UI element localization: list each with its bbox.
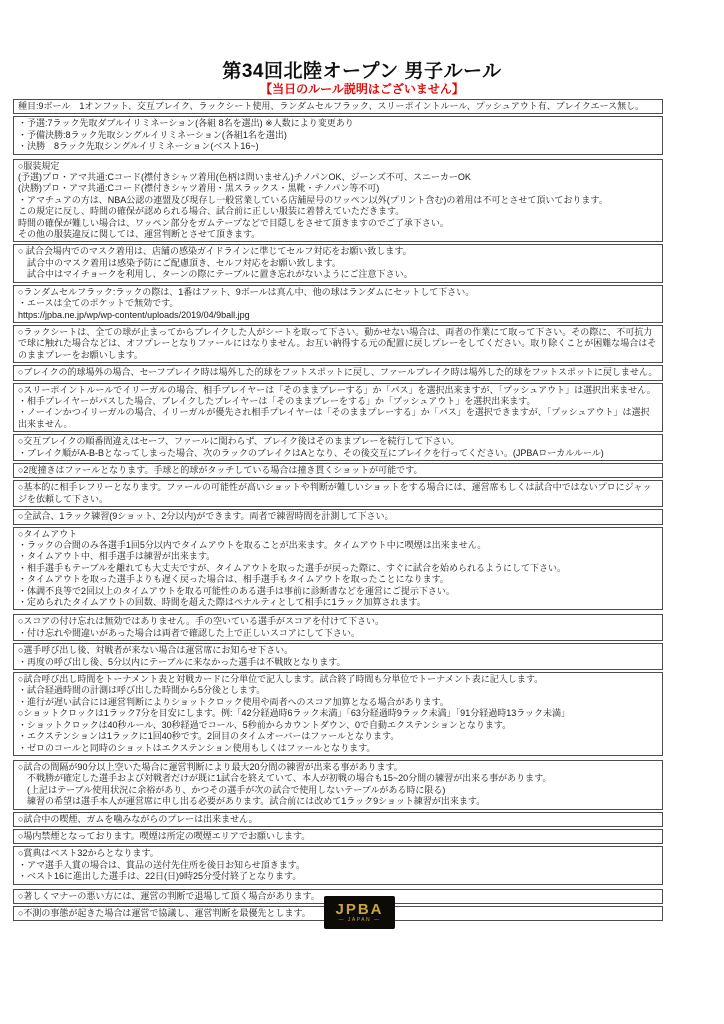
rule-line: ・進行が遅い試合には運営判断によりショットクロック使用や両者へのスコア加算となる場合があります。 xyxy=(18,696,449,707)
rule-line: 種目:9ボール 1オンフット、交互ブレイク、ラックシート使用、ランダムセルフラック、スリーポイントルール、プッシュアウト有、ブレイクエース無し。 xyxy=(18,101,645,111)
page-title: 第34回北陸オープン 男子ルール xyxy=(222,61,502,82)
rule-line: ・体調不良等で2回以上のタイムアウトを取る可能性のある選手は事前に診断書などを運営にご提示下さい。 xyxy=(18,585,455,596)
rule-box xyxy=(13,614,663,641)
rule-line: ・相手選手もテーブルを離れても大丈夫ですが、タイムアウトを取った選手が戻った際に、すぐに試合を始められるようにして下さい。 xyxy=(18,562,567,573)
rule-box xyxy=(13,325,663,363)
rule-line: ・エースは全てのポケットで無効です。 xyxy=(18,298,179,309)
rule-box xyxy=(13,846,663,884)
rule-line: ○交互ブレイクの順番間違えはセーフ、ファールに関わらず、ブレイク後はそのままプレーを続行して下さい。 xyxy=(18,436,460,447)
rule-line: (決勝)プロ・アマ共通:Cコード(襟付きシャツ着用・黒スラックス・黒靴・チノパン等不可) xyxy=(18,183,380,194)
rule-line: 不戦勝が確定した選手および対戦者だけが既に1試合を終えていて、本人が初戦の場合も15~20分間の練習が出来る事があります。 xyxy=(18,773,552,784)
rule-line: ○ブレイクの的球場外の場合、セーフブレイク時は場外した的球をフットスポットに戻し、ファールブレイク時は場外した的球をフットスポットに戻しません。 xyxy=(18,367,658,378)
rule-box xyxy=(13,812,663,827)
rule-line: ・ショットクロックは40秒ルール、30秒経過でコール、5秒前からカウントダウン、0で自動エクステンションとなります。 xyxy=(18,719,512,730)
rule-box xyxy=(13,285,663,323)
rule-box xyxy=(13,365,663,380)
rule-box xyxy=(13,760,663,810)
jpba-logo-brand: JPBA xyxy=(335,900,384,918)
rule-line: 試合中はマイチョークを利用し、ターンの際にテーブルに置き忘れがないようにご注意下さい。 xyxy=(18,269,413,280)
rule-box xyxy=(13,159,663,243)
rule-line: ・エクステンションは1ラックに1回40秒です。2回目のタイムオーバーはファールとなります。 xyxy=(18,731,400,742)
rule-box xyxy=(13,643,663,670)
jpba-logo xyxy=(324,896,395,929)
rule-line: ○ 試合会場内でのマスク着用は、店舗の感染ガイドラインに準じてセルフ対応をお願い致します。 xyxy=(18,246,412,257)
rule-line: ○2度撞きはファールとなります。手球と的球がタッチしている場合は撞き貫くショットが可能です。 xyxy=(18,464,423,475)
rule-box xyxy=(13,672,663,756)
rule-line: ・付け忘れや間違いがあった場合は両者で確認した上で正しいスコアにして下さい。 xyxy=(18,627,360,638)
rule-line: ○全試合、1ラック練習(9ショット、2分以内)ができます。両者で練習時間を計測して下さい。 xyxy=(18,511,394,522)
rule-line: ・予選:7ラック先取ダブルイリミネーション(各組 8名を選出) ※人数により変更あり xyxy=(18,118,354,129)
rule-line: (上記はテーブル使用状況に余裕があり、かつその選手が次の試合で使用しないテーブルがある時に限る) xyxy=(18,784,446,795)
event-notice: 【当日のルール説明はございません】 xyxy=(260,82,464,96)
rule-line: ・ゼロのコールと同時のショットはエクステンション使用もしくはファールとなります。 xyxy=(18,742,376,753)
rule-line: ・ブレイク順がA-B-Bとなってしまった場合、次のラックのブレイクはAとなり、その後交互にブレイクを行ってください。(JPBAローカルルール) xyxy=(18,447,604,458)
rule-box xyxy=(13,116,663,154)
rule-line: 試合中のマスク着用は感染予防にご配慮頂き、セルフ対応をお願い致します。 xyxy=(18,257,341,268)
rule-line: ・アマチュアの方は、NBA公認の連盟及び現存し一般営業している店舗屋号のワッペン以外(プリント含む)の着用は不可とさせて頂いております。 xyxy=(18,194,608,205)
rule-box xyxy=(13,509,663,524)
rule-box xyxy=(13,383,663,433)
rule-line: ・決勝 8ラック先取シングルイリミネーション(ベスト16~) xyxy=(18,141,259,152)
rule-line: ○基本的に相手レフリーとなります。ファールの可能性が高いショットや判断が難しいショットをする場合には、運営席もしくは試合中ではないプロにジャッジを依頼して下さい。 xyxy=(18,482,652,504)
rule-line: ○スリーポイントルールでイリーガルの場合、相手プレイヤーは「そのままプレーする」か「パス」を選択出来ますが、「プッシュアウト」は選択出来ません。 xyxy=(18,384,656,395)
rule-line: ・ノーインかつイリーガルの場合、イリーガルが優先され相手プレイヤーは「そのままプレーする」か「パス」を選択できますが、「プッシュアウト」は選択出来ません。 xyxy=(18,407,650,429)
rule-line: ・相手プレイヤーがパスした場合、ブレイクしたプレイヤーは「そのままプレーをする」か「プッシュアウト」を選択出来ます。 xyxy=(18,395,536,406)
rule-box xyxy=(13,527,663,611)
rule-line: ○場内禁煙となっております。喫煙は所定の喫煙エリアでお願いします。 xyxy=(18,830,311,841)
rule-line: ○選手呼び出し後、対戦者が来ない場合は運営席にお知らせ下さい。 xyxy=(18,645,294,656)
rule-line: ○不測の事態が起きた場合は運営で協議し、運営判断を最優先とします。 xyxy=(18,907,311,918)
rule-line: ・ラックの合間のみ各選手1回5分以内でタイムアウトを取ることが出来ます。タイムアウト中に喫煙は出来ません。 xyxy=(18,540,487,550)
rule-line: この規定に反し、時間の確保が認められる場合、試合前に正しい服装に着替えていただきます。 xyxy=(18,206,405,217)
rules-list xyxy=(13,99,663,923)
rule-line: ・タイムアウト中、相手選手は練習が出来ます。 xyxy=(18,551,216,562)
rule-line: ○タイムアウト xyxy=(18,528,78,539)
rule-line: ・ベスト16に進出した選手は、22日(日)9時25分受付終了となります。 xyxy=(18,871,302,882)
rule-line: ○試合の間隔が90分以上空いた場合に運営判断により最大20分間の練習が出来る事があります。 xyxy=(18,761,403,772)
rule-line: ○スコアの付け忘れは無効ではありません。手の空いている選手がスコアを付けて下さい。 xyxy=(18,616,384,627)
rule-line: ○ラックシートは、全ての球が止まってからブレイクした人がシートを取って下さい。動かせない場合は、両者の作業にて取って下さい。その際に、不可抗力で球に触れた場合などは、オフプレーとなりファールにはなりません。お互い納得する元の配置に戻しプレーをしてください。取り除くことが困難な場合はそのままプレーをお願いします。 xyxy=(18,326,657,360)
rule-box xyxy=(13,463,663,478)
rule-box xyxy=(13,480,663,507)
rule-line: 時間の確保が難しい場合は、ワッペン部分をガムテープなどで目隠しをさせて頂きますのでご了承下さい。 xyxy=(18,217,449,228)
rule-line: ○著しくマナーの悪い方には、運営の判断で退場して頂く場合があります。 xyxy=(18,890,320,901)
rule-line: ・タイムアウトを取った選手よりも遅く戻った場合は、相手選手もタイムアウトを取ったことになります。 xyxy=(18,574,449,585)
url-line: https://jpba.ne.jp/wp/wp-content/uploads/2019/04/9ball.jpg xyxy=(18,309,250,320)
rule-line: ○試合呼び出し時間をトーナメント表と対戦カードに分単位で記入します。試合終了時間も分単位でトーナメント表に記入します。 xyxy=(18,674,544,685)
rule-box xyxy=(13,99,663,114)
rule-line: ○賞典はベスト32からとなります。 xyxy=(18,848,159,859)
rule-box xyxy=(13,829,663,844)
rule-line: ・アマ選手入賞の場合は、賞品の送付先住所を後日お知らせ頂きます。 xyxy=(18,859,306,870)
rule-line: (予選)プロ・アマ共通:Cコード(襟付きシャツ着用(色柄は問いません)チノパンOK、ジーンズ不可、スニーカーOK xyxy=(18,172,471,183)
jpba-logo-country: — JAPAN — xyxy=(338,916,381,923)
rule-line: その他の服装違反に関しては、運営判断とさせて頂きます。 xyxy=(18,229,261,240)
rule-line: ・試合経過時間の計測は呼び出した時間から5分後とします。 xyxy=(18,685,266,696)
rule-line: ・定められたタイムアウトの回数、時間を超えた際はペナルティとして相手に1ラック加算されます。 xyxy=(18,597,426,608)
rule-line: 練習の希望は選手本人が運営席に申し出る必要があります。試合前には改めて1ラック9ショット練習が出来ます。 xyxy=(18,796,486,807)
rule-line: ・再度の呼び出し後、5分以内にテーブルに来なかった選手は不戦敗となります。 xyxy=(18,656,346,667)
rule-line: ○試合中の喫煙、ガムを噛みながらのプレーは出来ません。 xyxy=(18,813,258,824)
rule-line: ・予備決勝:8ラック先取シングルイリミネーション(各組1名を選出) xyxy=(18,129,287,140)
rule-box xyxy=(13,434,663,461)
rule-box xyxy=(13,244,663,282)
rule-line: ○ランダムセルフラック:ラックの際は、1番はフット、9ボールは真ん中、他の球はランダムにセットして下さい。 xyxy=(18,286,475,297)
rule-line: ○服装規定 xyxy=(18,160,60,171)
rule-line: ○ショットクロックは1ラック7分を目安にします。例:「42分経過時6ラック未満」「63分経過時9ラック未満」「91分経過時13ラック未満」 xyxy=(18,708,571,719)
